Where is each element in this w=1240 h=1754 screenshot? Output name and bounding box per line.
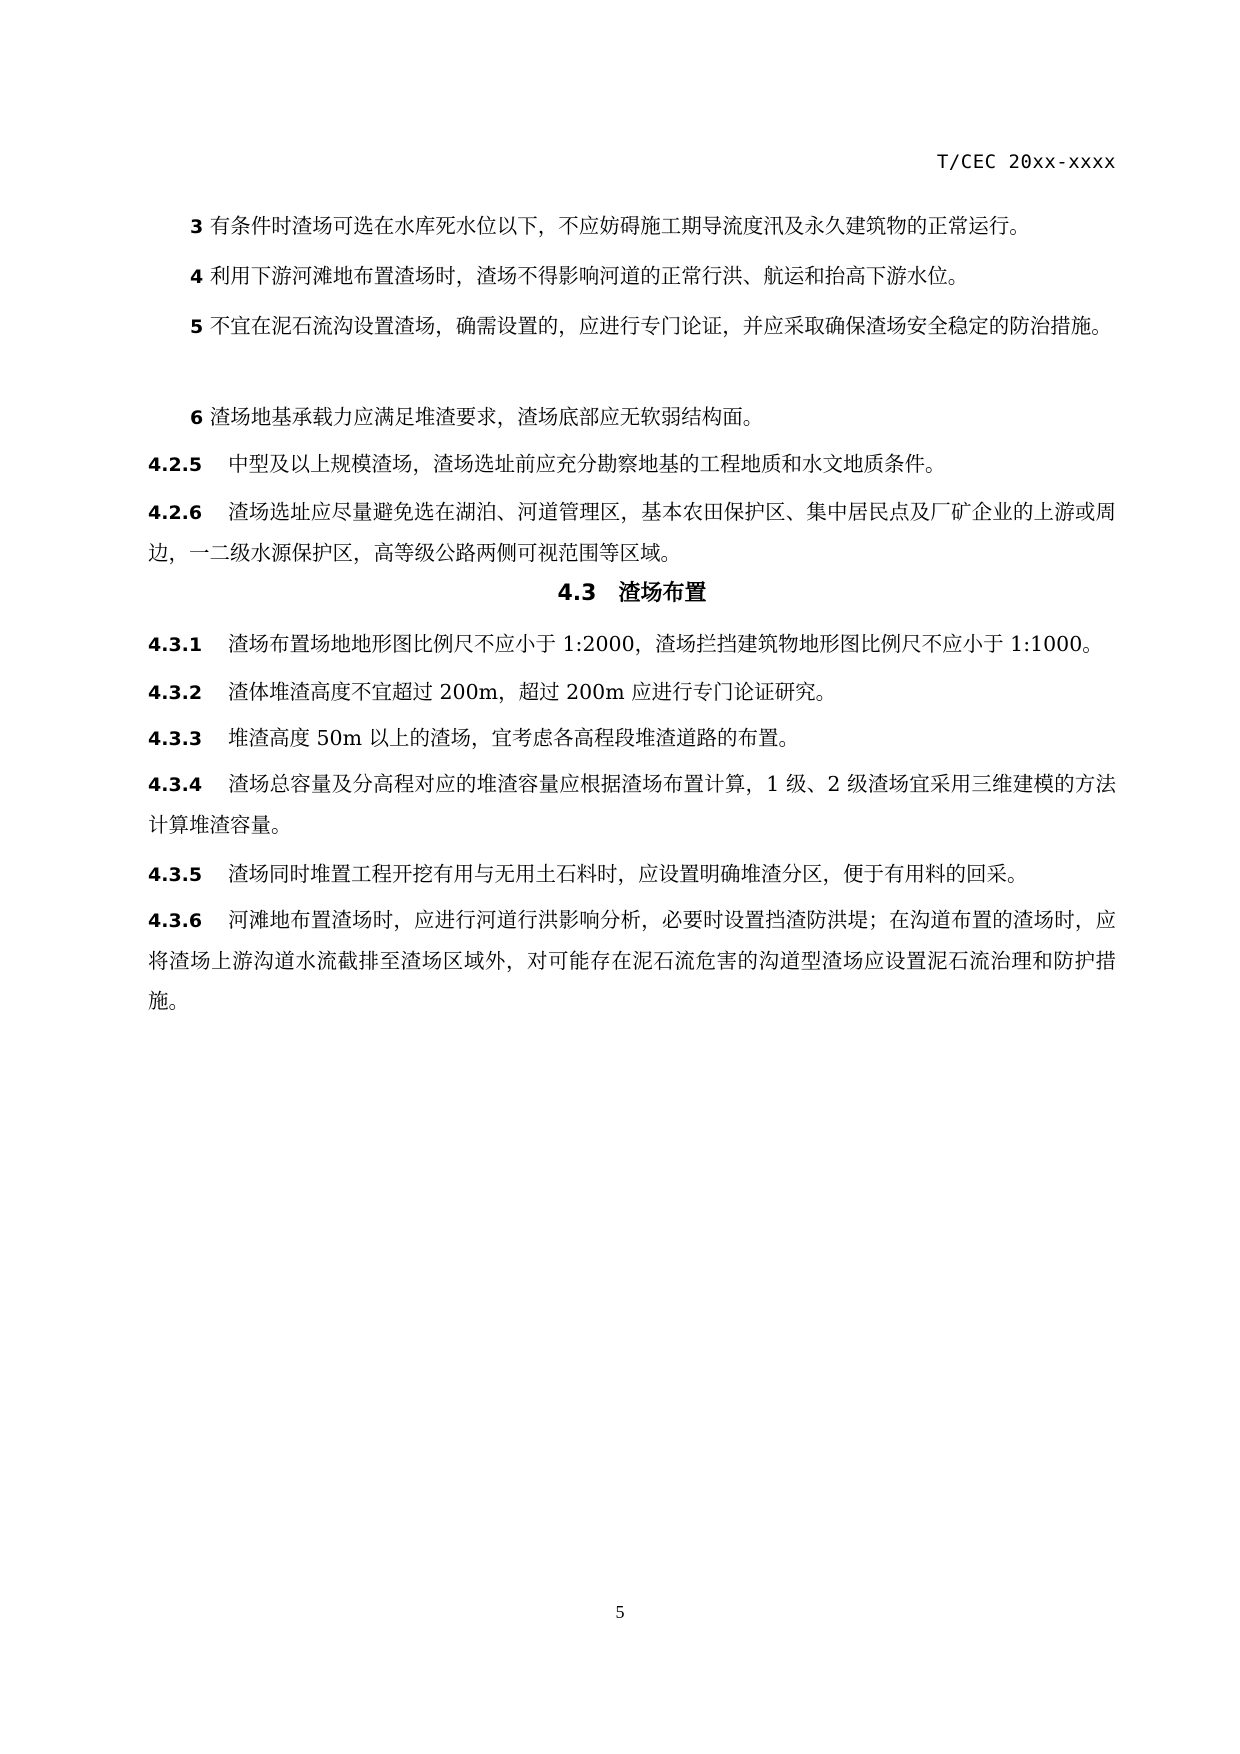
page-number: 5 [615, 1602, 625, 1622]
section-heading [148, 574, 1116, 614]
clause [148, 900, 1116, 1021]
standard-code: T/CEC 20xx-xxxx [936, 151, 1116, 173]
item-number: 4 [190, 266, 204, 288]
item-text: 利用下游河滩地布置渣场时，渣场不得影响河道的正常行洪、航运和抬高下游水位。 [209, 264, 969, 288]
clause-number: 4.2.6 [148, 502, 203, 524]
clause-text: 渣场选址应尽量避免选在湖泊、河道管理区，基本农田保护区、集中居民点及厂矿企业的上游或周边，一二级水源保护区，高等级公路两侧可视范围等区域。 [148, 500, 1116, 565]
clause-text: 渣体堆渣高度不宜超过 200m，超过 200m 应进行专门论证研究。 [228, 680, 837, 704]
clause [148, 492, 1116, 573]
clause [148, 854, 1116, 895]
clause-text: 堆渣高度 50m 以上的渣场，宜考虑各高程段堆渣道路的布置。 [228, 726, 800, 750]
clause [148, 764, 1116, 845]
clause-number: 4.3.5 [148, 864, 203, 886]
section-title: 渣场布置 [618, 581, 707, 606]
section-number: 4.3 [557, 581, 597, 606]
clause [148, 624, 1116, 665]
item-text: 有条件时渣场可选在水库死水位以下，不应妨碍施工期导流度汛及永久建筑物的正常运行。 [209, 214, 1030, 238]
clause-text: 河滩地布置渣场时，应进行河道行洪影响分析，必要时设置挡渣防洪堤；在沟道布置的渣场时，应将渣场上游沟道水流截排至渣场区域外，对可能存在泥石流危害的沟道型渣场应设置泥石流治理和防护措施。 [148, 908, 1116, 1013]
item-text: 渣场地基承载力应满足堆渣要求，渣场底部应无软弱结构面。 [209, 405, 764, 429]
clause-text: 渣场布置场地地形图比例尺不应小于 1:2000，渣场拦挡建筑物地形图比例尺不应小于 1:1000。 [228, 632, 1103, 656]
clause-text: 中型及以上规模渣场，渣场选址前应充分勘察地基的工程地质和水文地质条件。 [228, 452, 946, 476]
clause-number: 4.3.1 [148, 634, 203, 656]
list-item [148, 206, 1116, 247]
clause [148, 444, 1116, 485]
clause-number: 4.2.5 [148, 454, 203, 476]
item-number: 3 [190, 216, 204, 238]
clause [148, 718, 1116, 759]
clause [148, 672, 1116, 713]
clause-number: 4.3.2 [148, 682, 203, 704]
clause-number: 4.3.3 [148, 728, 203, 750]
list-item [148, 306, 1116, 347]
item-number: 6 [190, 407, 204, 429]
list-item [148, 256, 1116, 297]
clause-text: 渣场同时堆置工程开挖有用与无用土石料时，应设置明确堆渣分区，便于有用料的回采。 [228, 862, 1028, 886]
list-item [148, 397, 1116, 438]
item-number: 5 [190, 316, 204, 338]
clause-text: 渣场总容量及分高程对应的堆渣容量应根据渣场布置计算，1 级、2 级渣场宜采用三维建模的方法计算堆渣容量。 [148, 772, 1116, 837]
clause-number: 4.3.4 [148, 774, 203, 796]
clause-number: 4.3.6 [148, 910, 203, 932]
item-text: 不宜在泥石流沟设置渣场，确需设置的，应进行专门论证，并应采取确保渣场安全稳定的防治措施。 [209, 314, 1112, 338]
